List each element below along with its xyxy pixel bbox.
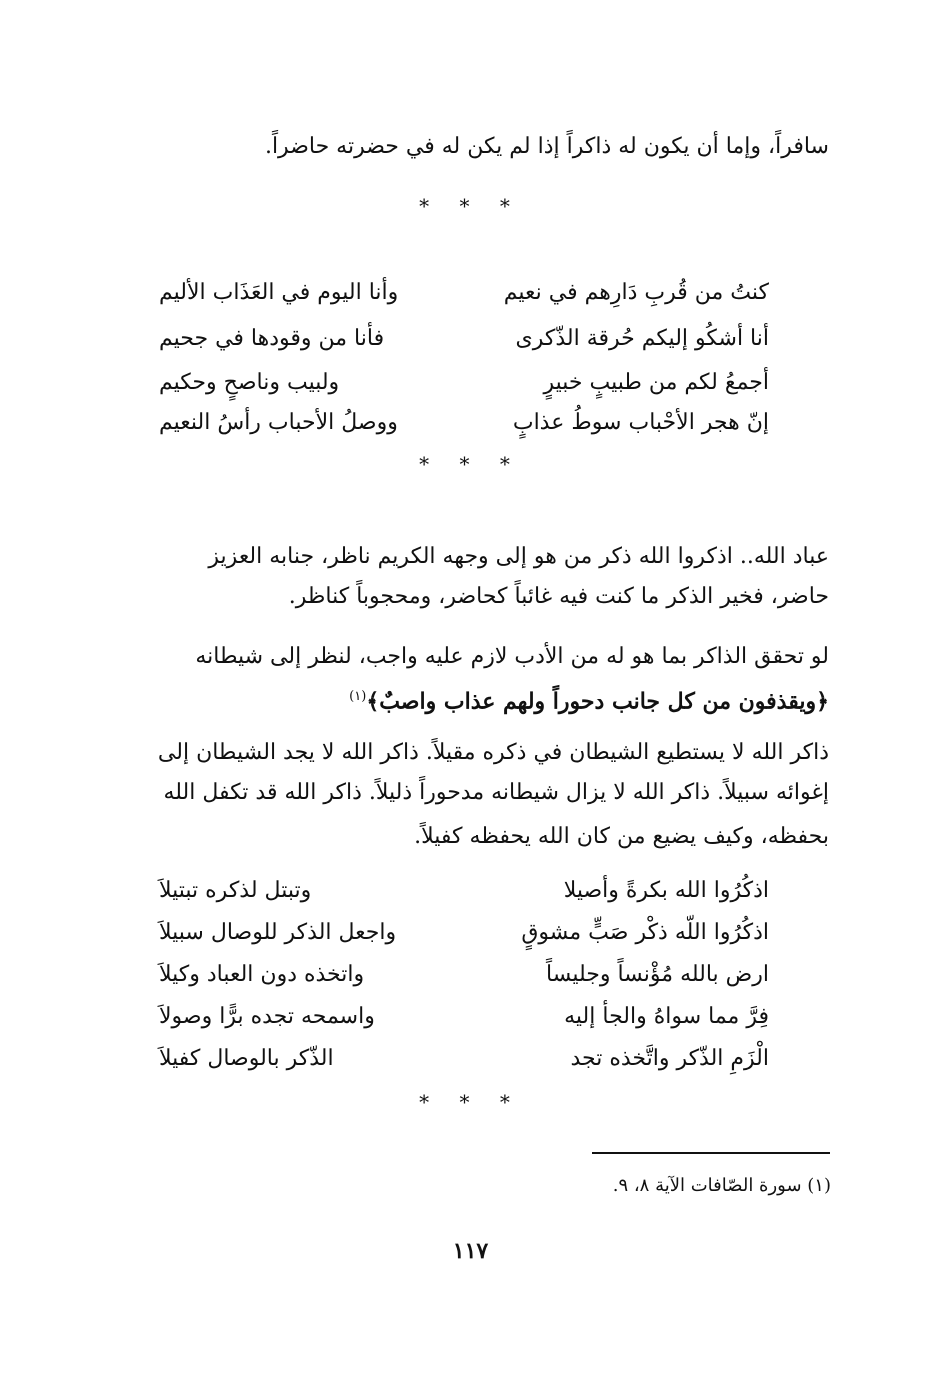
separator-1: * * * [419,194,522,218]
poem1-verse-first-hemistich: إنّ هجر الأحْباب سوطُ عذابٍ [512,410,769,435]
poem2-verse-first-hemistich: الْزَمِ الذّكر واتَّخذه تجد [570,1046,769,1071]
footnote: (١) سورة الصّافات الآية ٨، ٩. [612,1175,831,1196]
separator-3: * * * [419,1090,522,1114]
poem2-verse [159,1042,769,1076]
poem1-verse-first-hemistich: أجمعُ لكم من طبيبٍ خبيرٍ [543,370,769,395]
quran-verse: ﴿ويقذفون من كل جانب دحوراً ولهم عذاب واصبٌ﴾ [366,688,829,715]
poem1-verse-second-hemistich: فأنا من وقودها في جحيم [159,326,385,351]
paragraph-line: حاضر، فخير الذكر ما كنت فيه غائباً كحاضر، ومحجوباً كناظر. [288,584,829,609]
poem2-verse-second-hemistich: الذّكر بالوصال كفيلاَ [159,1046,334,1071]
paragraph-line: إغوائه سبيلاً. ذاكر الله لا يزال شيطانه مدحوراً ذليلاً. ذاكر الله قد تكفل الله [163,780,829,805]
quran-verse-line [349,680,829,719]
paragraph-line: ذاكر الله لا يستطيع الشيطان في ذكره مقيلاً. ذاكر الله لا يجد الشيطان إلى [157,740,829,765]
paragraph-line: بحفظه، وكيف يضيع من كان الله يحفظه كفيلاً. [414,824,829,849]
poem1-verse-second-hemistich: ووصلُ الأحباب رأسُ النعيم [159,410,398,435]
poem1-verse [159,322,769,356]
separator-2: * * * [419,452,522,476]
poem2-verse [159,916,769,950]
paragraph-line: عباد الله.. اذكروا الله ذكر من هو إلى وجهه الكريم ناظر، جنابه العزيز [208,544,829,569]
poem2-verse-second-hemistich: وتبتل لذكره تبتيلاَ [159,878,312,903]
poem1-verse [159,276,769,310]
poem2-verse-first-hemistich: اذكُرُوا الله بكرةً وأصيلا [563,878,769,903]
poem1-verse [159,366,769,400]
poem1-verse [159,406,769,440]
poem2-verse [159,874,769,908]
poem2-verse-first-hemistich: فِرَّ مما سواهُ والجأ إليه [564,1004,769,1029]
intro-line: سافراً، وإما أن يكون له ذاكراً إذا لم يكن له في حضرته حاضراً. [264,134,829,159]
poem1-verse-first-hemistich: كنتُ من قُربِ دَارِهم في نعيم [503,280,769,305]
footnote-reference: (١) [349,689,367,704]
poem2-verse-first-hemistich: اذكُرُوا اللّه ذكْر صَبٍّ مشوقٍ [521,920,769,945]
poem2-verse-first-hemistich: ارض بالله مُؤْنساً وجليساً [546,962,769,987]
paragraph-line: لو تحقق الذاكر بما هو له من الأدب لازم عليه واجب، لنظر إلى شيطانه [195,644,829,669]
poem1-verse-first-hemistich: أنا أشكُو إليكم حُرقة الذّكرى [515,326,769,351]
poem2-verse-second-hemistich: واتخذه دون العباد وكيلاَ [159,962,365,987]
poem1-verse-second-hemistich: وأنا اليوم في العَذَاب الأليم [159,280,399,305]
poem2-verse-second-hemistich: واسمحه تجده برًّا وصولاَ [159,1004,375,1029]
poem2-verse [159,1000,769,1034]
poem2-verse [159,958,769,992]
poem2-verse-second-hemistich: واجعل الذكر للوصال سبيلاَ [159,920,397,945]
poem1-verse-second-hemistich: ولبيب وناصحٍ وحكيم [159,370,340,395]
page-number: ١١٧ [452,1238,489,1264]
footnote-divider [592,1152,830,1154]
